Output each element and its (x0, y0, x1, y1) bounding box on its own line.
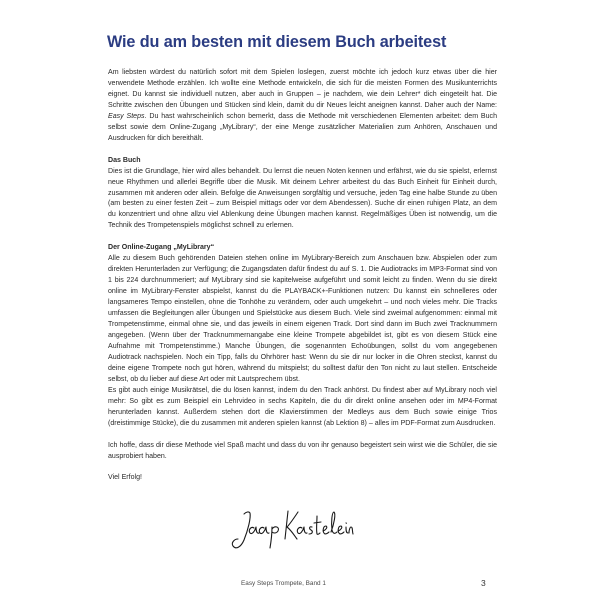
closing-paragraph: Ich hoffe, dass dir diese Methode viel Spaß macht und dass du von ihr genauso begeistert sein wirst wie die Schüler, die sie ausprobiert haben. (108, 441, 497, 460)
intro-paragraph (108, 68, 497, 145)
intro-emphasis: Easy Steps (108, 112, 145, 120)
document-body (108, 68, 497, 495)
handwritten-signature (230, 506, 354, 552)
page-number: 3 (481, 578, 486, 588)
section-book-paragraph: Dies ist die Grundlage, hier wird alles behandelt. Du lernst die neuen Noten kennen und erfährst, wie du sie spielst, erlernst neue Rhythmen und allerlei Begriffe über die Musik. Mit deinem Lehrer arbeitest du das Buch Einheit für Einheit durch, zusammen mit anderen oder allein. Befolge die Anweisungen sorgfältig und versuche, jeden Tag eine halbe Stunde zu üben (am besten zu einer festen Zeit – zum Beispiel mittags oder vor dem Abendessen). Suche dir einen ruhigen Platz, an dem du konzentriert und ohne allzu viel Ablenkung deine Übungen machen kannst. Regelmäßiges Üben ist notwendig, um die Technik des Trompetenspiels möglichst schnell zu erlernen. (108, 167, 497, 230)
intro-text-a: Am liebsten würdest du natürlich sofort mit dem Spielen loslegen, zuerst möchte ich jedoch kurz etwas über die hier verwendete Methode erzählen. Ich wollte eine Methode entwickeln, die sich für die meisten Formen des Musikunterrichts eignet. Du kannst sie individuell nutzen, aber auch in Gruppen – je nachdem, wie dein Lehrer* dich eingeteilt hat. Die Schritte zwischen den Übungen und Stücken sind klein, damit du dir Neues leicht aneignen kannst. Daher auch der Name: (108, 69, 497, 109)
page-title: Wie du am besten mit diesem Buch arbeitest (107, 33, 447, 51)
section-heading-online: Der Online-Zugang „MyLibrary“ (108, 244, 215, 252)
page-footer: Easy Steps Trompete, Band 1 (241, 580, 326, 587)
intro-text-b: . Du hast wahrscheinlich schon bemerkt, dass die Methode mit verschiedenen Elementen arbeitet: dem Buch selbst sowie dem Online-Zugang „MyLibrary“, der eine Menge zusätzlicher Materialien zum Anhören, Anschauen und Ausdrucken für dich bereithält. (108, 112, 497, 142)
section-online-paragraph-1: Alle zu diesem Buch gehörenden Dateien stehen online im MyLibrary-Bereich zum Anschauen bzw. Abspielen oder zum direkten Herunterladen zur Verfügung; die Zugangsdaten dafür findest du auf S. 1. Die Audiotracks im MP3-Format sind von 1 bis 224 durchnummeriert; auf MyLibrary sind sie kapitelweise aufgeführt und somit leicht zu finden. Wenn du sie direkt online im MyLibrary-Fenster abspielst, kannst du die PLAYBACK+-Funktionen nutzen: Du kannst ein schnelleres oder langsameres Tempo einstellen, ohne die Tonhöhe zu verändern, oder auch umgekehrt – und noch vieles mehr. Die Tracks umfassen die Begleitungen aller Übungen und Spielstücke aus diesem Buch. Viele sind zweimal aufgenommen: einmal mit Trompetenstimme, einmal ohne sie, und das jeweils in einem eigenen Track. Dort sind dann im Buch zwei Tracknummern angegeben. (Wenn über der Tracknummernangabe eine kleine Trompete abgebildet ist, gibt es von diesem Stück eine Aufnahme mit Trompetenstimme.) Manche Übungen, die sogenannten Echoübungen, sollst du vom angegebenen Audiotrack nachspielen. Noch ein Tipp, falls du Ohrhörer hast: Wenn du sie dir nur locker in die Ohren steckst, kannst du deine eigene Trompete noch gut hören, während du mitspielst; du solltest dafür den Ton nicht zu laut stellen. Entscheide selbst, ob du lieber auf diese Art oder mit Lautsprechern übst. (108, 255, 497, 383)
section-heading-book: Das Buch (108, 156, 141, 164)
signoff: Viel Erfolg! (108, 474, 142, 482)
section-online-paragraph-2: Es gibt auch einige Musikrätsel, die du lösen kannst, indem du den Track anhörst. Du findest aber auf MyLibrary noch viel mehr: So gibt es zum Beispiel ein Lehrvideo in sechs Kapiteln, die du dir direkt online ansehen oder im MP4-Format herunterladen kannst. Außerdem stehen dort die Klavierstimmen der Medleys aus dem Buch sowie einige Trios (dreistimmige Stücke), die du zusammen mit anderen spielen kannst (ab Lektion 8) – alles im PDF-Format zum Ausdrucken. (108, 386, 497, 427)
